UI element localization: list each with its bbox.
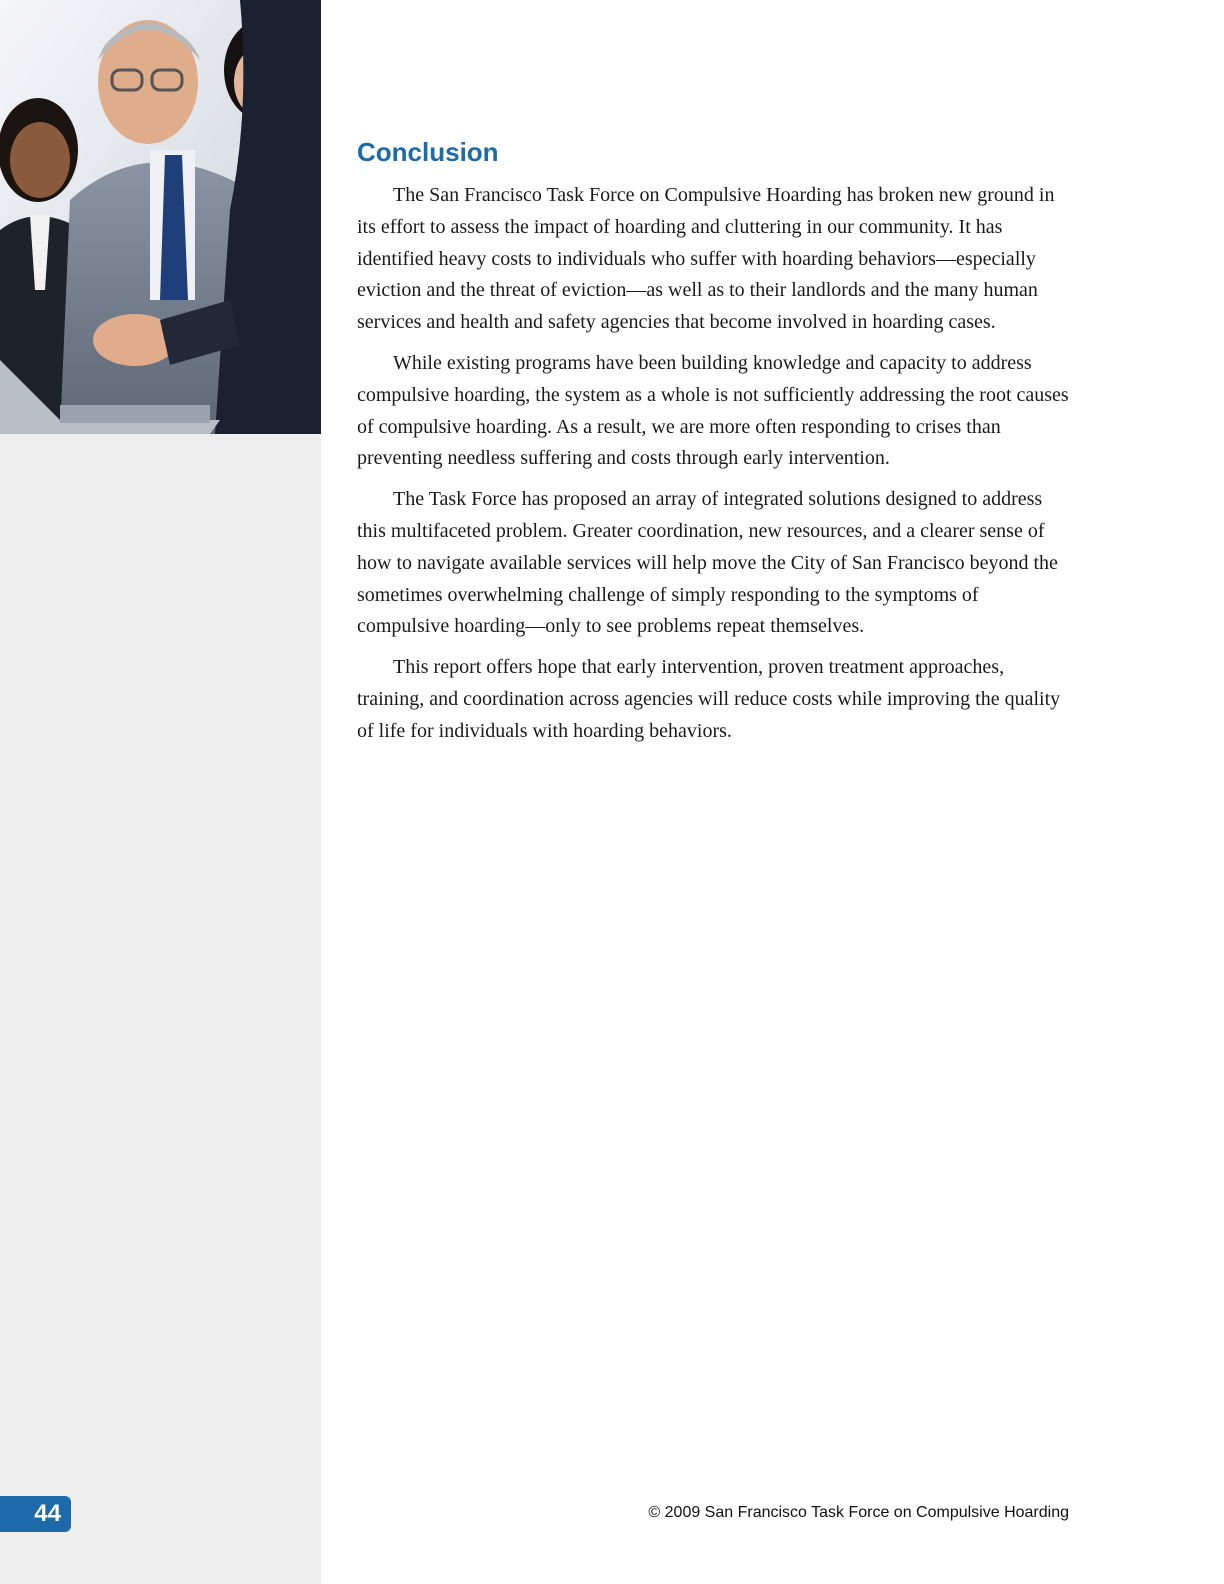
business-handshake-photo xyxy=(0,0,321,434)
page-title: Conclusion xyxy=(357,137,499,167)
body-paragraph-2: While existing programs have been building knowledge and capacity to address compulsive hoarding, the system as a whole is not sufficiently addressing the root causes of compulsive hoarding. As a result, we are more often responding to crises than preventing needless suffering and costs through early intervention. xyxy=(357,351,1069,470)
page-number: 44 xyxy=(0,1496,71,1532)
main-content xyxy=(357,132,1072,757)
body-paragraph-3: The Task Force has proposed an array of integrated solutions designed to address this multifaceted problem. Greater coordination, new resources, and a clearer sense of how to navigate available services will help move the City of San Francisco beyond the sometimes overwhelming challenge of simply responding to the symptoms of compulsive hoarding—only to see problems repeat themselves. xyxy=(357,488,1058,638)
body-paragraph-1: The San Francisco Task Force on Compulsive Hoarding has broken new ground in its effort to assess the impact of hoarding and cluttering in our community. It has identified heavy costs to individuals who suffer with hoarding behaviors—especially eviction and the threat of eviction—as well as to their landlords and the many human services and health and safety agencies that become involved in hoarding cases. xyxy=(357,184,1055,334)
copyright-footer: © 2009 San Francisco Task Force on Compulsive Hoarding xyxy=(648,1504,1069,1521)
body-paragraph-4: This report offers hope that early intervention, proven treatment approaches, training, and coordination across agencies will reduce costs while improving the quality of life for individuals with hoarding behaviors. xyxy=(357,656,1061,742)
